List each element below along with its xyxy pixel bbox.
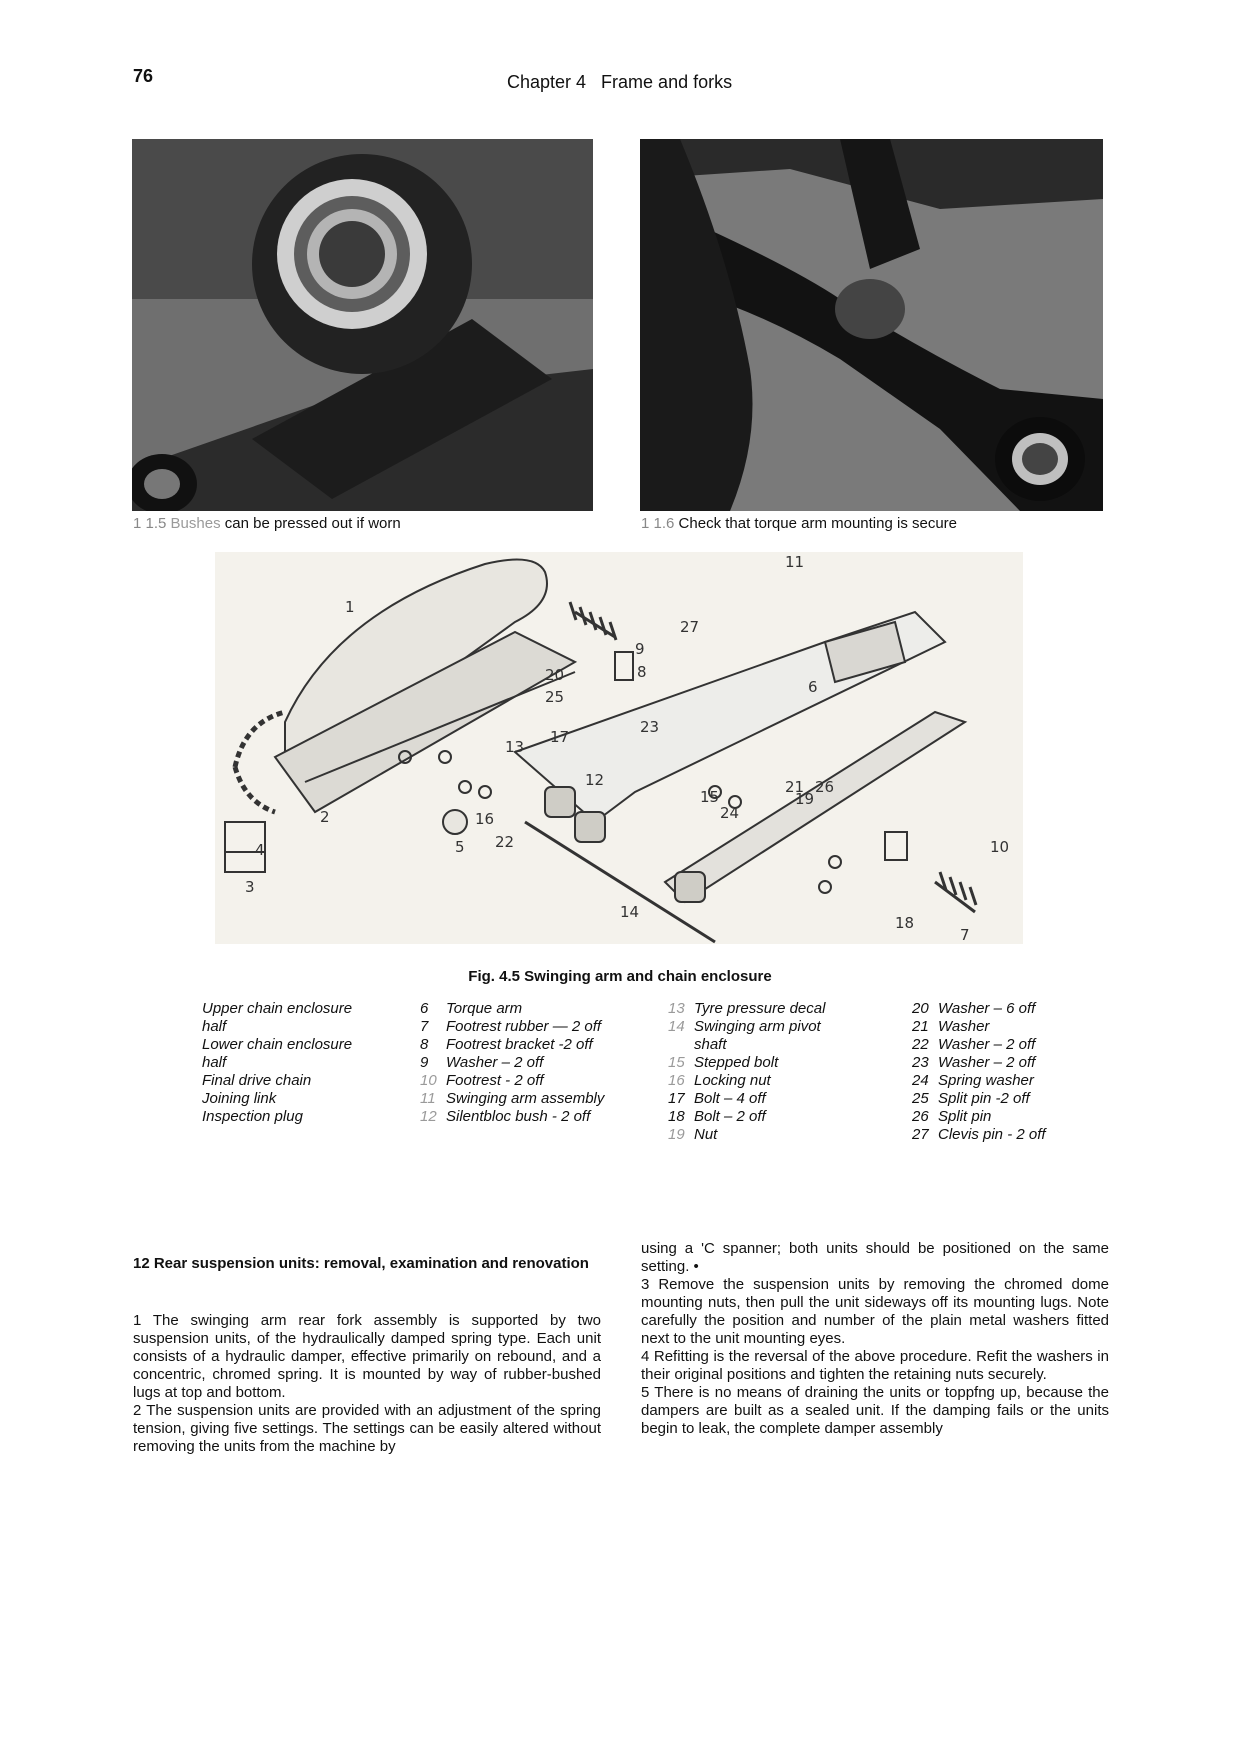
legend-num: 25 <box>912 1090 929 1107</box>
legend-col-2 <box>420 1000 640 1126</box>
callout-24: 24 <box>720 804 740 822</box>
callout-7: 7 <box>960 926 970 944</box>
legend-text: Inspection plug <box>202 1108 303 1125</box>
legend-text: Stepped bolt <box>694 1054 779 1071</box>
photo-bushes <box>132 139 593 511</box>
photo-caption-right <box>641 515 957 532</box>
legend-col-1 <box>202 1000 397 1126</box>
legend-row <box>912 1054 1072 1072</box>
legend-num: 17 <box>668 1090 685 1107</box>
paragraph: using a 'C spanner; both units should be positioned on the same setting. • <box>641 1240 1109 1275</box>
paragraph: 4 Refitting is the reversal of the above procedure. Refit the washers in their original positions and tighten the retaining nuts securely. <box>641 1348 1109 1383</box>
legend-text: half <box>202 1018 227 1035</box>
legend-num: 7 <box>420 1018 429 1035</box>
legend-num: 10 <box>420 1072 437 1089</box>
callout-21: 21 <box>785 778 805 796</box>
legend-row <box>420 1054 640 1072</box>
callout-5: 5 <box>455 838 465 856</box>
legend-text: Final drive chain <box>202 1072 312 1089</box>
callout-11: 11 <box>785 553 805 571</box>
paragraph: 5 There is no means of draining the units or toppfng up, because the dampers are built as a sealed unit. If the damping fails or the units begin to leak, the complete damper assembly <box>641 1384 1109 1437</box>
legend-num: 16 <box>668 1072 685 1089</box>
legend-col-3 <box>668 1000 888 1144</box>
legend-row <box>202 1108 397 1126</box>
legend-text: Locking nut <box>694 1072 771 1089</box>
legend-row <box>202 1090 397 1108</box>
legend-text: half <box>202 1054 227 1071</box>
chapter-title: Chapter 4 Frame and forks <box>507 72 733 92</box>
left-text-column <box>133 1312 601 1456</box>
legend-num: 23 <box>912 1054 929 1071</box>
legend-row <box>668 1036 888 1054</box>
legend-row <box>912 1000 1072 1018</box>
diagram-drawing <box>215 552 1023 944</box>
exploded-diagram <box>215 552 1023 944</box>
legend-row <box>912 1108 1072 1126</box>
callout-9: 9 <box>635 640 645 658</box>
legend-text: Torque arm <box>446 1000 523 1017</box>
legend-row <box>420 1090 640 1108</box>
photo-bushes-image <box>132 139 593 511</box>
legend-row <box>912 1126 1072 1144</box>
legend-row <box>668 1000 888 1018</box>
callout-14: 14 <box>620 903 640 921</box>
legend-text: Split pin <box>938 1108 992 1125</box>
legend-num: 8 <box>420 1036 429 1053</box>
legend-row <box>668 1108 888 1126</box>
callout-15: 15 <box>700 788 720 806</box>
callout-17: 17 <box>550 728 570 746</box>
legend-row <box>420 1018 640 1036</box>
legend-num: 13 <box>668 1000 685 1017</box>
legend-text: Spring washer <box>938 1072 1034 1089</box>
callout-4: 4 <box>255 841 265 859</box>
legend-row <box>202 1000 397 1018</box>
legend-text: Tyre pressure decal <box>694 1000 826 1017</box>
legend-row <box>420 1108 640 1126</box>
legend-row <box>912 1072 1072 1090</box>
legend-row <box>668 1054 888 1072</box>
legend-text: Bolt – 4 off <box>694 1090 766 1107</box>
callout-27: 27 <box>680 618 700 636</box>
legend-num: 18 <box>668 1108 685 1125</box>
legend-row <box>202 1072 397 1090</box>
legend-num: 9 <box>420 1054 429 1071</box>
paragraph: 1 The swinging arm rear fork assembly is supported by two suspension units, of the hydraulically damped spring type. Each unit consists of a hydraulic damper, effective primarily on rebound, and a concentric, chromed spring. It is mounted by way of rubber-bushed lugs at top and bottom. <box>133 1312 601 1401</box>
legend-row <box>912 1090 1072 1108</box>
legend-text: Split pin -2 off <box>938 1090 1030 1107</box>
legend-text: Washer <box>938 1018 990 1035</box>
callout-8: 8 <box>637 663 647 681</box>
legend-text: Footrest rubber — 2 off <box>446 1018 602 1035</box>
caption-text: can be pressed out if worn <box>224 515 401 532</box>
callout-22: 22 <box>495 833 515 851</box>
legend-row <box>420 1072 640 1090</box>
legend-row <box>202 1036 397 1054</box>
legend-num: 22 <box>912 1036 929 1053</box>
legend-text: Silentbloc bush - 2 off <box>446 1108 591 1125</box>
legend-row <box>668 1072 888 1090</box>
legend-row <box>668 1090 888 1108</box>
caption-text: Check that torque arm mounting is secure <box>678 515 958 532</box>
callout-18: 18 <box>895 914 915 932</box>
callout-2: 2 <box>320 808 330 826</box>
legend-text: Swinging arm assembly <box>446 1090 605 1107</box>
callout-3: 3 <box>245 878 255 896</box>
paragraph: 2 The suspension units are provided with an adjustment of the spring tension, giving five settings. The settings can be easily altered without removing the units from the machine by <box>133 1402 601 1455</box>
legend-row <box>420 1000 640 1018</box>
legend-num: 12 <box>420 1108 437 1125</box>
callout-23: 23 <box>640 718 660 736</box>
legend-num: 11 <box>420 1090 436 1107</box>
legend-text: Joining link <box>202 1090 277 1107</box>
legend-text: Footrest bracket -2 off <box>446 1036 593 1053</box>
figure-title: Fig. 4.5 Swinging arm and chain enclosure <box>468 968 772 985</box>
paragraph: 3 Remove the suspension units by removing the chromed dome mounting nuts, then pull the unit sideways off its mounting lugs. Note carefully the position and number of the plain metal washers fitted next to the unit mounting eyes. <box>641 1276 1109 1347</box>
legend-row <box>668 1126 888 1144</box>
legend-text: Washer – 2 off <box>938 1036 1036 1053</box>
legend-num: 6 <box>420 1000 429 1017</box>
photo-caption-left <box>133 515 401 532</box>
caption-number: 1 1.6 <box>641 515 675 532</box>
right-text-column <box>641 1240 1109 1438</box>
callout-25: 25 <box>545 688 565 706</box>
callout-26: 26 <box>815 778 835 796</box>
page-number: 76 <box>133 66 154 86</box>
callout-20: 20 <box>545 666 565 684</box>
legend-num: 19 <box>668 1126 685 1143</box>
legend-num: 27 <box>912 1126 929 1143</box>
photo-torque-arm <box>640 139 1103 511</box>
photo-torque-arm-image <box>640 139 1103 511</box>
legend-row <box>912 1018 1072 1036</box>
caption-number: 1 1.5 <box>133 515 167 532</box>
legend-text: Upper chain enclosure <box>202 1000 353 1017</box>
callout-19: 19 <box>795 790 815 808</box>
legend-row <box>668 1018 888 1036</box>
legend-row <box>202 1018 397 1036</box>
legend-row <box>202 1054 397 1072</box>
legend-num: 24 <box>912 1072 929 1089</box>
callout-16: 16 <box>475 810 495 828</box>
legend-text: Clevis pin - 2 off <box>938 1126 1046 1143</box>
caption-grey-word: Bushes <box>170 515 221 532</box>
legend-text: Washer – 6 off <box>938 1000 1036 1017</box>
legend-num: 15 <box>668 1054 685 1071</box>
callout-12: 12 <box>585 771 605 789</box>
legend-text: Washer – 2 off <box>446 1054 544 1071</box>
callout-6: 6 <box>808 678 818 696</box>
legend-row <box>420 1036 640 1054</box>
section-heading: 12 Rear suspension units: removal, examination and renovation <box>133 1255 589 1272</box>
legend-col-4 <box>912 1000 1072 1144</box>
legend-text: Bolt – 2 off <box>694 1108 766 1125</box>
legend-text: Lower chain enclosure <box>202 1036 353 1053</box>
legend-row <box>912 1036 1072 1054</box>
legend-text: Nut <box>694 1126 718 1143</box>
callout-10: 10 <box>990 838 1010 856</box>
legend-text: shaft <box>694 1036 727 1053</box>
legend-num: 26 <box>912 1108 929 1125</box>
legend-num: 20 <box>912 1000 929 1017</box>
legend-num: 21 <box>912 1018 929 1035</box>
callout-1: 1 <box>345 598 355 616</box>
legend-text: Washer – 2 off <box>938 1054 1036 1071</box>
callout-13: 13 <box>505 738 525 756</box>
legend-text: Footrest - 2 off <box>446 1072 544 1089</box>
legend-text: Swinging arm pivot <box>694 1018 821 1035</box>
legend-num: 14 <box>668 1018 685 1035</box>
